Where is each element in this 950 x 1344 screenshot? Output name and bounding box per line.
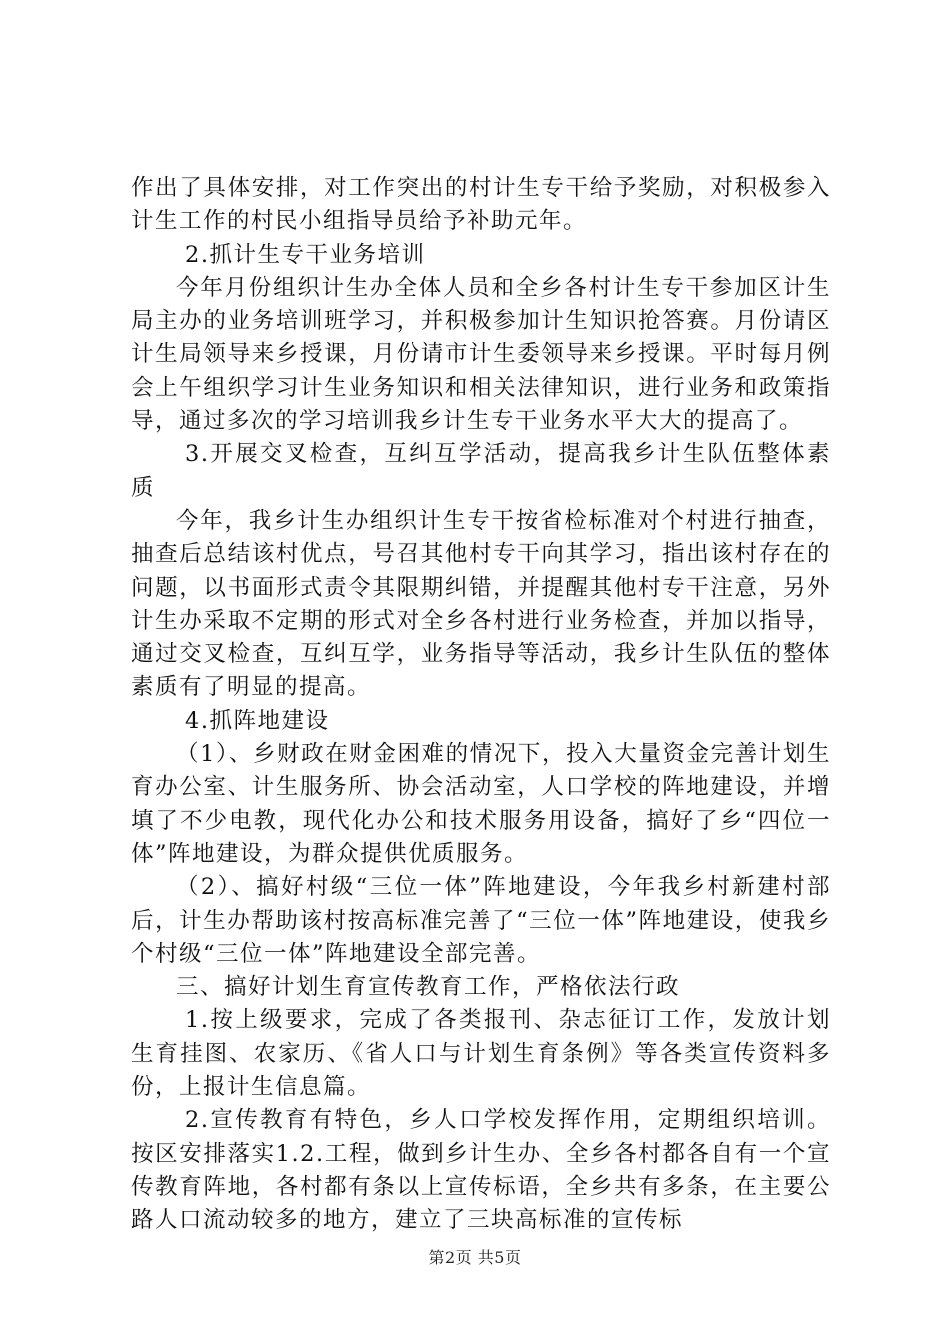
section-heading-cross-check: 3.开展交叉检查，互纠互学活动，提高我乡计生队伍整体素质 bbox=[131, 441, 831, 501]
paragraph-base-construction-2: （2）、搞好村级“三位一体”阵地建设，今年我乡村新建村部后，计生办帮助该村按高标准完善了“三位一体”阵地建设，使我乡个村级“三位一体”阵地建设全部完善。 bbox=[131, 874, 831, 967]
document-body bbox=[131, 172, 831, 1238]
section-heading-publicity: 三、搞好计划生育宣传教育工作，严格依法行政 bbox=[176, 974, 681, 1001]
paragraph-training: 今年月份组织计生办全体人员和全乡各村计生专干参加区计生局主办的业务培训班学习，并积极参加计生知识抢答赛。月份请区计生局领导来乡授课，月份请市计生委领导来乡授课。平时每月例会上午组织学习计生业务知识和相关法律知识，进行业务和政策指导，通过多次的学习培训我乡计生专干业务水平大大的提高了。 bbox=[131, 274, 831, 435]
section-heading-training: 2.抓计生专干业务培训 bbox=[185, 241, 426, 268]
paragraph-continuation: 作出了具体安排，对工作突出的村计生专干给予奖励，对积极参入计生工作的村民小组指导员给予补助元年。 bbox=[131, 175, 831, 235]
page-footer bbox=[0, 1245, 950, 1268]
paragraph-publicity-1: 1.按上级要求，完成了各类报刊、杂志征订工作，发放计划生育挂图、农家历、《省人口与计划生育条例》等各类宣传资料多份，上报计生信息篇。 bbox=[131, 1007, 831, 1101]
page-number-label: 第2页 共5页 bbox=[428, 1248, 522, 1267]
section-heading-base-construction: 4.抓阵地建设 bbox=[185, 707, 330, 734]
paragraph-base-construction-1: （1）、乡财政在财金困难的情况下，投入大量资金完善计划生育办公室、计生服务所、协会活动室，人口学校的阵地建设，并增填了不少电教，现代化办公和技术服务用设备，搞好了乡“四位一体”阵地建设，为群众提供优质服务。 bbox=[131, 741, 831, 867]
paragraph-cross-check: 今年，我乡计生办组织计生专干按省检标准对个村进行抽查，抽查后总结该村优点，号召其他村专干向其学习，指出该村存在的问题，以书面形式责令其限期纠错，并提醒其他村专干注意，另外计生办采取不定期的形式对全乡各村进行业务检查，并加以指导，通过交叉检查，互纠互学，业务指导等活动，我乡计生队伍的整体素质有了明显的提高。 bbox=[131, 507, 831, 701]
paragraph-publicity-2: 2.宣传教育有特色，乡人口学校发挥作用，定期组织培训。按区安排落实1.2.工程，做到乡计生办、全乡各村都各自有一个宣传教育阵地，各村都有条以上宣传标语，全乡共有多条，在主要公路人口流动较多的地方，建立了三块高标准的宣传标 bbox=[131, 1107, 831, 1234]
